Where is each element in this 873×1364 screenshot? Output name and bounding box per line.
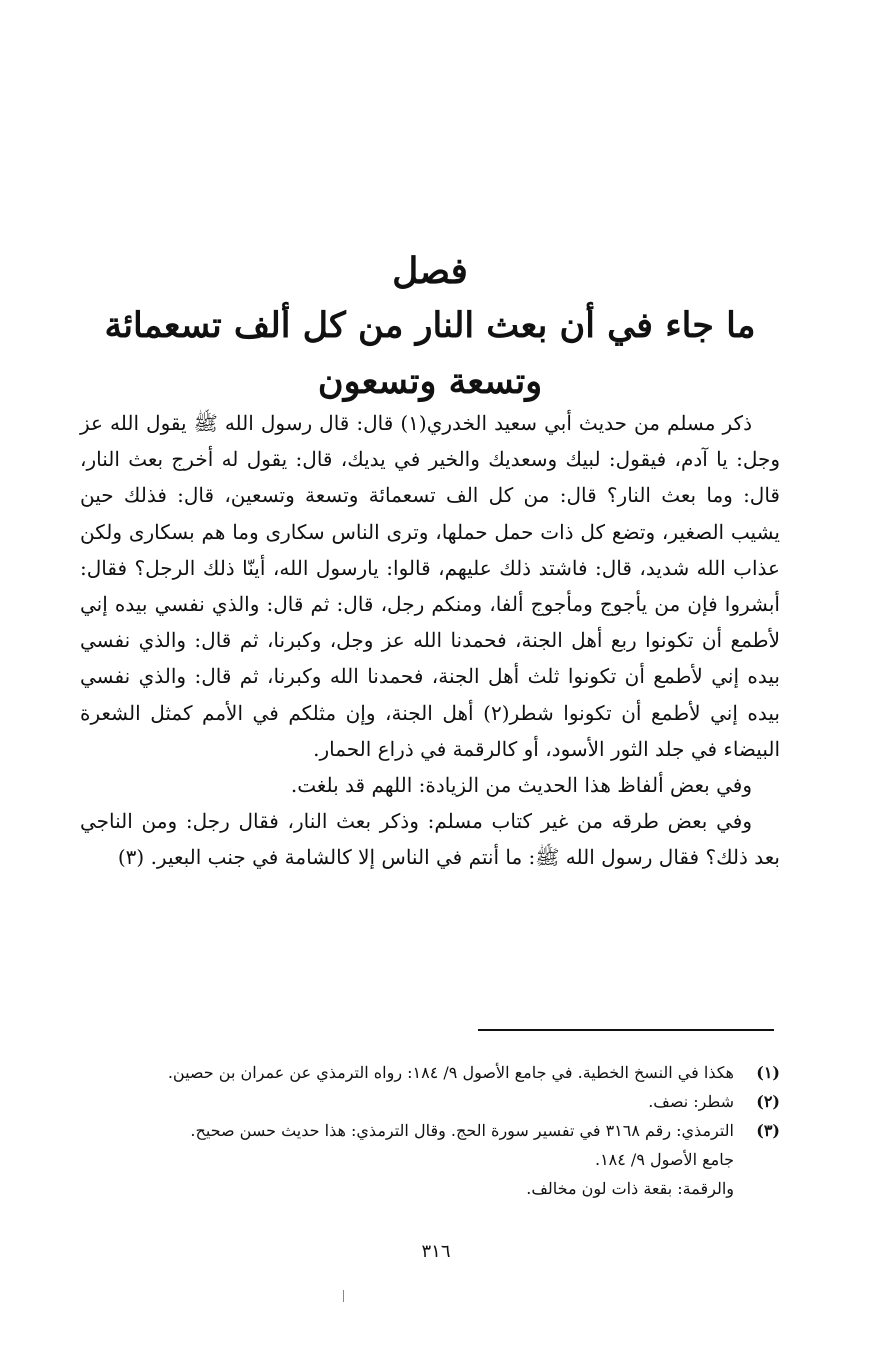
footnote-3: [80, 1116, 780, 1145]
footnote-text: شطر: نصف.: [648, 1092, 734, 1111]
body-text: [80, 405, 780, 876]
footnote-number: (٣): [756, 1121, 780, 1140]
section-heading: فصل: [392, 250, 468, 292]
footnote-separator: [478, 1029, 774, 1031]
paragraph-other-route: وفي بعض طرقه من غير كتاب مسلم: وذكر بعث النار، فقال رجل: ومن الناجي بعد ذلك؟ فقال رسول الله ﷺ: ما أنتم في الناس إلا كالشامة في جنب البعير. (٣): [80, 809, 780, 870]
paragraph-hadith: ذكر مسلم من حديث أبي سعيد الخدري(١) قال: قال رسول الله ﷺ يقول الله عز وجل: يا آدم، فيقول: لبيك وسعديك والخير في يديك، قال: يقول له أخرج بعث النار، قال: وما بعث النار؟ قال: من كل الف تسعمائة وتسعة وتسعين، قال: فذلك حين يشيب الصغير، وتضع كل ذات حمل حملها، وترى الناس سكارى وما هم بسكارى ولكن عذاب الله شديد، قال: فاشتد ذلك عليهم، قالوا: يارسول الله، أينّا ذلك الرجل؟ فقال: أبشروا فإن من يأجوج ومأجوج ألفا، ومنكم رجل، قال: ثم قال: والذي نفسي بيده إني لأطمع أن تكونوا ربع أهل الجنة، فحمدنا الله عز وجل، وكبرنا، ثم قال: والذي نفسي بيده إني لأطمع أن تكونوا ثلث أهل الجنة، فحمدنا الله وكبرنا، ثم قال: والذي نفسي بيده إني لأطمع أن تكونوا شطر(٢) أهل الجنة، وإن مثلكم في الأمم كمثل الشعرة البيضاء في جلد الثور الأسود، أو كالرقمة في ذراع الحمار.: [80, 411, 781, 761]
footnote-text: الترمذي: رقم ٣١٦٨ في تفسير سورة الحج. وقال الترمذي: هذا حديث حسن صحيح.: [190, 1121, 734, 1140]
chapter-title: ما جاء في أن بعث النار من كل ألف تسعمائة وتسعة وتسعون: [104, 305, 756, 402]
footnote-1: [80, 1058, 780, 1087]
paragraph-addition: وفي بعض ألفاظ هذا الحديث من الزيادة: اللهم قد بلغت.: [290, 773, 752, 798]
footnote-2: [80, 1087, 780, 1116]
footnotes: [80, 1058, 780, 1203]
scan-mark: [343, 1290, 346, 1302]
footnote-3-source: جامع الأصول ٩/ ١٨٤.: [594, 1150, 734, 1169]
footnote-number: (١): [756, 1063, 780, 1082]
page-number: ٣١٦: [421, 1241, 451, 1262]
footnote-number: (٢): [756, 1092, 780, 1111]
footnote-text: هكذا في النسخ الخطية. في جامع الأصول ٩/ ١٨٤: رواه الترمذي عن عمران بن حصين.: [167, 1063, 734, 1082]
footnote-3-gloss: والرقمة: بقعة ذات لون مخالف.: [526, 1179, 734, 1198]
